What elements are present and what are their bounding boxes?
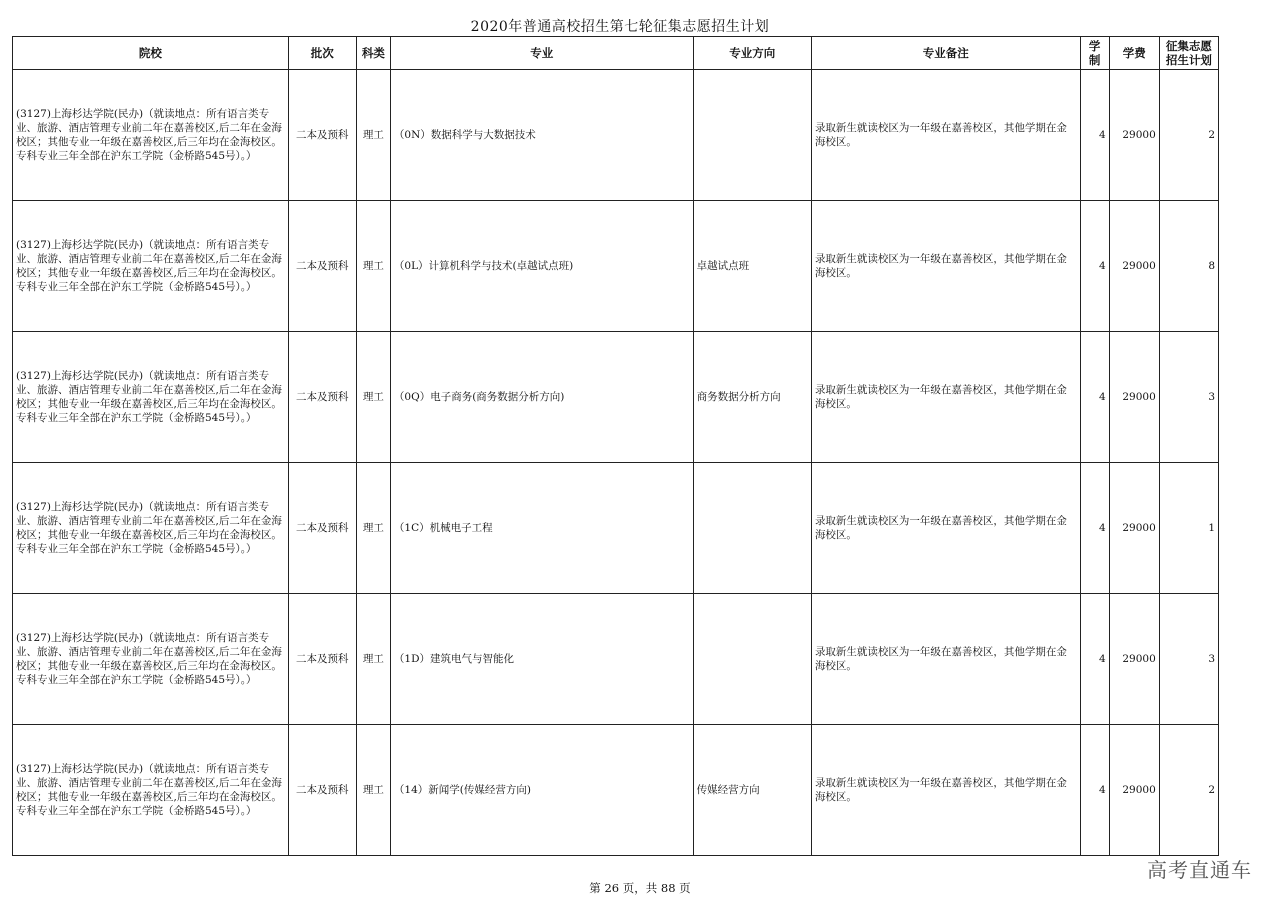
- fee-cell: 29000: [1109, 463, 1159, 594]
- remark-cell: 录取新生就读校区为一年级在嘉善校区，其他学期在金海校区。: [811, 201, 1080, 332]
- remark-cell: 录取新生就读校区为一年级在嘉善校区，其他学期在金海校区。: [811, 332, 1080, 463]
- header-school: 院校: [13, 37, 289, 70]
- plan-cell: 2: [1159, 725, 1218, 856]
- header-plan: [1159, 37, 1218, 70]
- major-cell: （1C）机械电子工程: [390, 463, 693, 594]
- school-cell: (3127)上海杉达学院(民办)（就读地点：所有语言类专业、旅游、酒店管理专业前二年在嘉善校区,后二年在金海校区；其他专业一年级在嘉善校区,后三年均在金海校区。专科专业三年全部在沪东工学院（金桥路545号）。）: [13, 70, 289, 201]
- category-cell: 理工: [356, 201, 390, 332]
- school-cell: (3127)上海杉达学院(民办)（就读地点：所有语言类专业、旅游、酒店管理专业前二年在嘉善校区,后二年在金海校区；其他专业一年级在嘉善校区,后三年均在金海校区。专科专业三年全部在沪东工学院（金桥路545号）。）: [13, 201, 289, 332]
- years-cell: 4: [1080, 725, 1109, 856]
- header-fee: 学费: [1109, 37, 1159, 70]
- batch-cell: 二本及预科: [288, 201, 356, 332]
- plan-cell: 3: [1159, 332, 1218, 463]
- fee-cell: 29000: [1109, 594, 1159, 725]
- plan-cell: 2: [1159, 70, 1218, 201]
- direction-cell: 传媒经营方向: [693, 725, 811, 856]
- fee-cell: 29000: [1109, 70, 1159, 201]
- header-major: 专业: [390, 37, 693, 70]
- table-row: [13, 70, 1219, 201]
- table-row: [13, 594, 1219, 725]
- plan-cell: 3: [1159, 594, 1218, 725]
- direction-cell: [693, 594, 811, 725]
- batch-cell: 二本及预科: [288, 725, 356, 856]
- header-batch: 批次: [288, 37, 356, 70]
- plan-cell: 1: [1159, 463, 1218, 594]
- major-cell: （1D）建筑电气与智能化: [390, 594, 693, 725]
- category-cell: 理工: [356, 594, 390, 725]
- page-footer: 第 26 页，共 88 页: [589, 881, 691, 895]
- direction-cell: 商务数据分析方向: [693, 332, 811, 463]
- school-cell: (3127)上海杉达学院(民办)（就读地点：所有语言类专业、旅游、酒店管理专业前二年在嘉善校区,后二年在金海校区；其他专业一年级在嘉善校区,后三年均在金海校区。专科专业三年全部在沪东工学院（金桥路545号）。）: [13, 594, 289, 725]
- table-row: [13, 463, 1219, 594]
- plan-cell: 8: [1159, 201, 1218, 332]
- school-cell: (3127)上海杉达学院(民办)（就读地点：所有语言类专业、旅游、酒店管理专业前二年在嘉善校区,后二年在金海校区；其他专业一年级在嘉善校区,后三年均在金海校区。专科专业三年全部在沪东工学院（金桥路545号）。）: [13, 332, 289, 463]
- category-cell: 理工: [356, 725, 390, 856]
- table-body: [13, 70, 1219, 856]
- remark-cell: 录取新生就读校区为一年级在嘉善校区，其他学期在金海校区。: [811, 594, 1080, 725]
- batch-cell: 二本及预科: [288, 594, 356, 725]
- fee-cell: 29000: [1109, 201, 1159, 332]
- header-remark: 专业备注: [811, 37, 1080, 70]
- header-plan-line1: 征集志愿: [1165, 39, 1212, 53]
- category-cell: 理工: [356, 332, 390, 463]
- fee-cell: 29000: [1109, 332, 1159, 463]
- major-cell: （14）新闻学(传媒经营方向): [390, 725, 693, 856]
- remark-cell: 录取新生就读校区为一年级在嘉善校区，其他学期在金海校区。: [811, 70, 1080, 201]
- years-cell: 4: [1080, 332, 1109, 463]
- category-cell: 理工: [356, 463, 390, 594]
- school-cell: (3127)上海杉达学院(民办)（就读地点：所有语言类专业、旅游、酒店管理专业前二年在嘉善校区,后二年在金海校区；其他专业一年级在嘉善校区,后三年均在金海校区。专科专业三年全部在沪东工学院（金桥路545号）。）: [13, 725, 289, 856]
- direction-cell: [693, 463, 811, 594]
- school-cell: (3127)上海杉达学院(民办)（就读地点：所有语言类专业、旅游、酒店管理专业前二年在嘉善校区,后二年在金海校区；其他专业一年级在嘉善校区,后三年均在金海校区。专科专业三年全部在沪东工学院（金桥路545号）。）: [13, 463, 289, 594]
- table-header: [13, 37, 1219, 70]
- page-title: 2020年普通高校招生第七轮征集志愿招生计划: [470, 19, 770, 35]
- batch-cell: 二本及预科: [288, 463, 356, 594]
- direction-cell: [693, 70, 811, 201]
- header-plan-line2: 招生计划: [1165, 53, 1212, 67]
- header-category: 科类: [356, 37, 390, 70]
- years-cell: 4: [1080, 201, 1109, 332]
- major-cell: （0N）数据科学与大数据技术: [390, 70, 693, 201]
- batch-cell: 二本及预科: [288, 332, 356, 463]
- header-direction: 专业方向: [693, 37, 811, 70]
- remark-cell: 录取新生就读校区为一年级在嘉善校区，其他学期在金海校区。: [811, 725, 1080, 856]
- table-row: [13, 725, 1219, 856]
- years-cell: 4: [1080, 594, 1109, 725]
- watermark-logo: 高考直通车: [1147, 858, 1252, 882]
- years-cell: 4: [1080, 70, 1109, 201]
- major-cell: （0L）计算机科学与技术(卓越试点班): [390, 201, 693, 332]
- batch-cell: 二本及预科: [288, 70, 356, 201]
- remark-cell: 录取新生就读校区为一年级在嘉善校区，其他学期在金海校区。: [811, 463, 1080, 594]
- category-cell: 理工: [356, 70, 390, 201]
- header-years: 学制: [1080, 37, 1109, 70]
- major-cell: （0Q）电子商务(商务数据分析方向): [390, 332, 693, 463]
- enrollment-plan-table: [12, 36, 1219, 856]
- fee-cell: 29000: [1109, 725, 1159, 856]
- table-row: [13, 332, 1219, 463]
- direction-cell: 卓越试点班: [693, 201, 811, 332]
- years-cell: 4: [1080, 463, 1109, 594]
- table-row: [13, 201, 1219, 332]
